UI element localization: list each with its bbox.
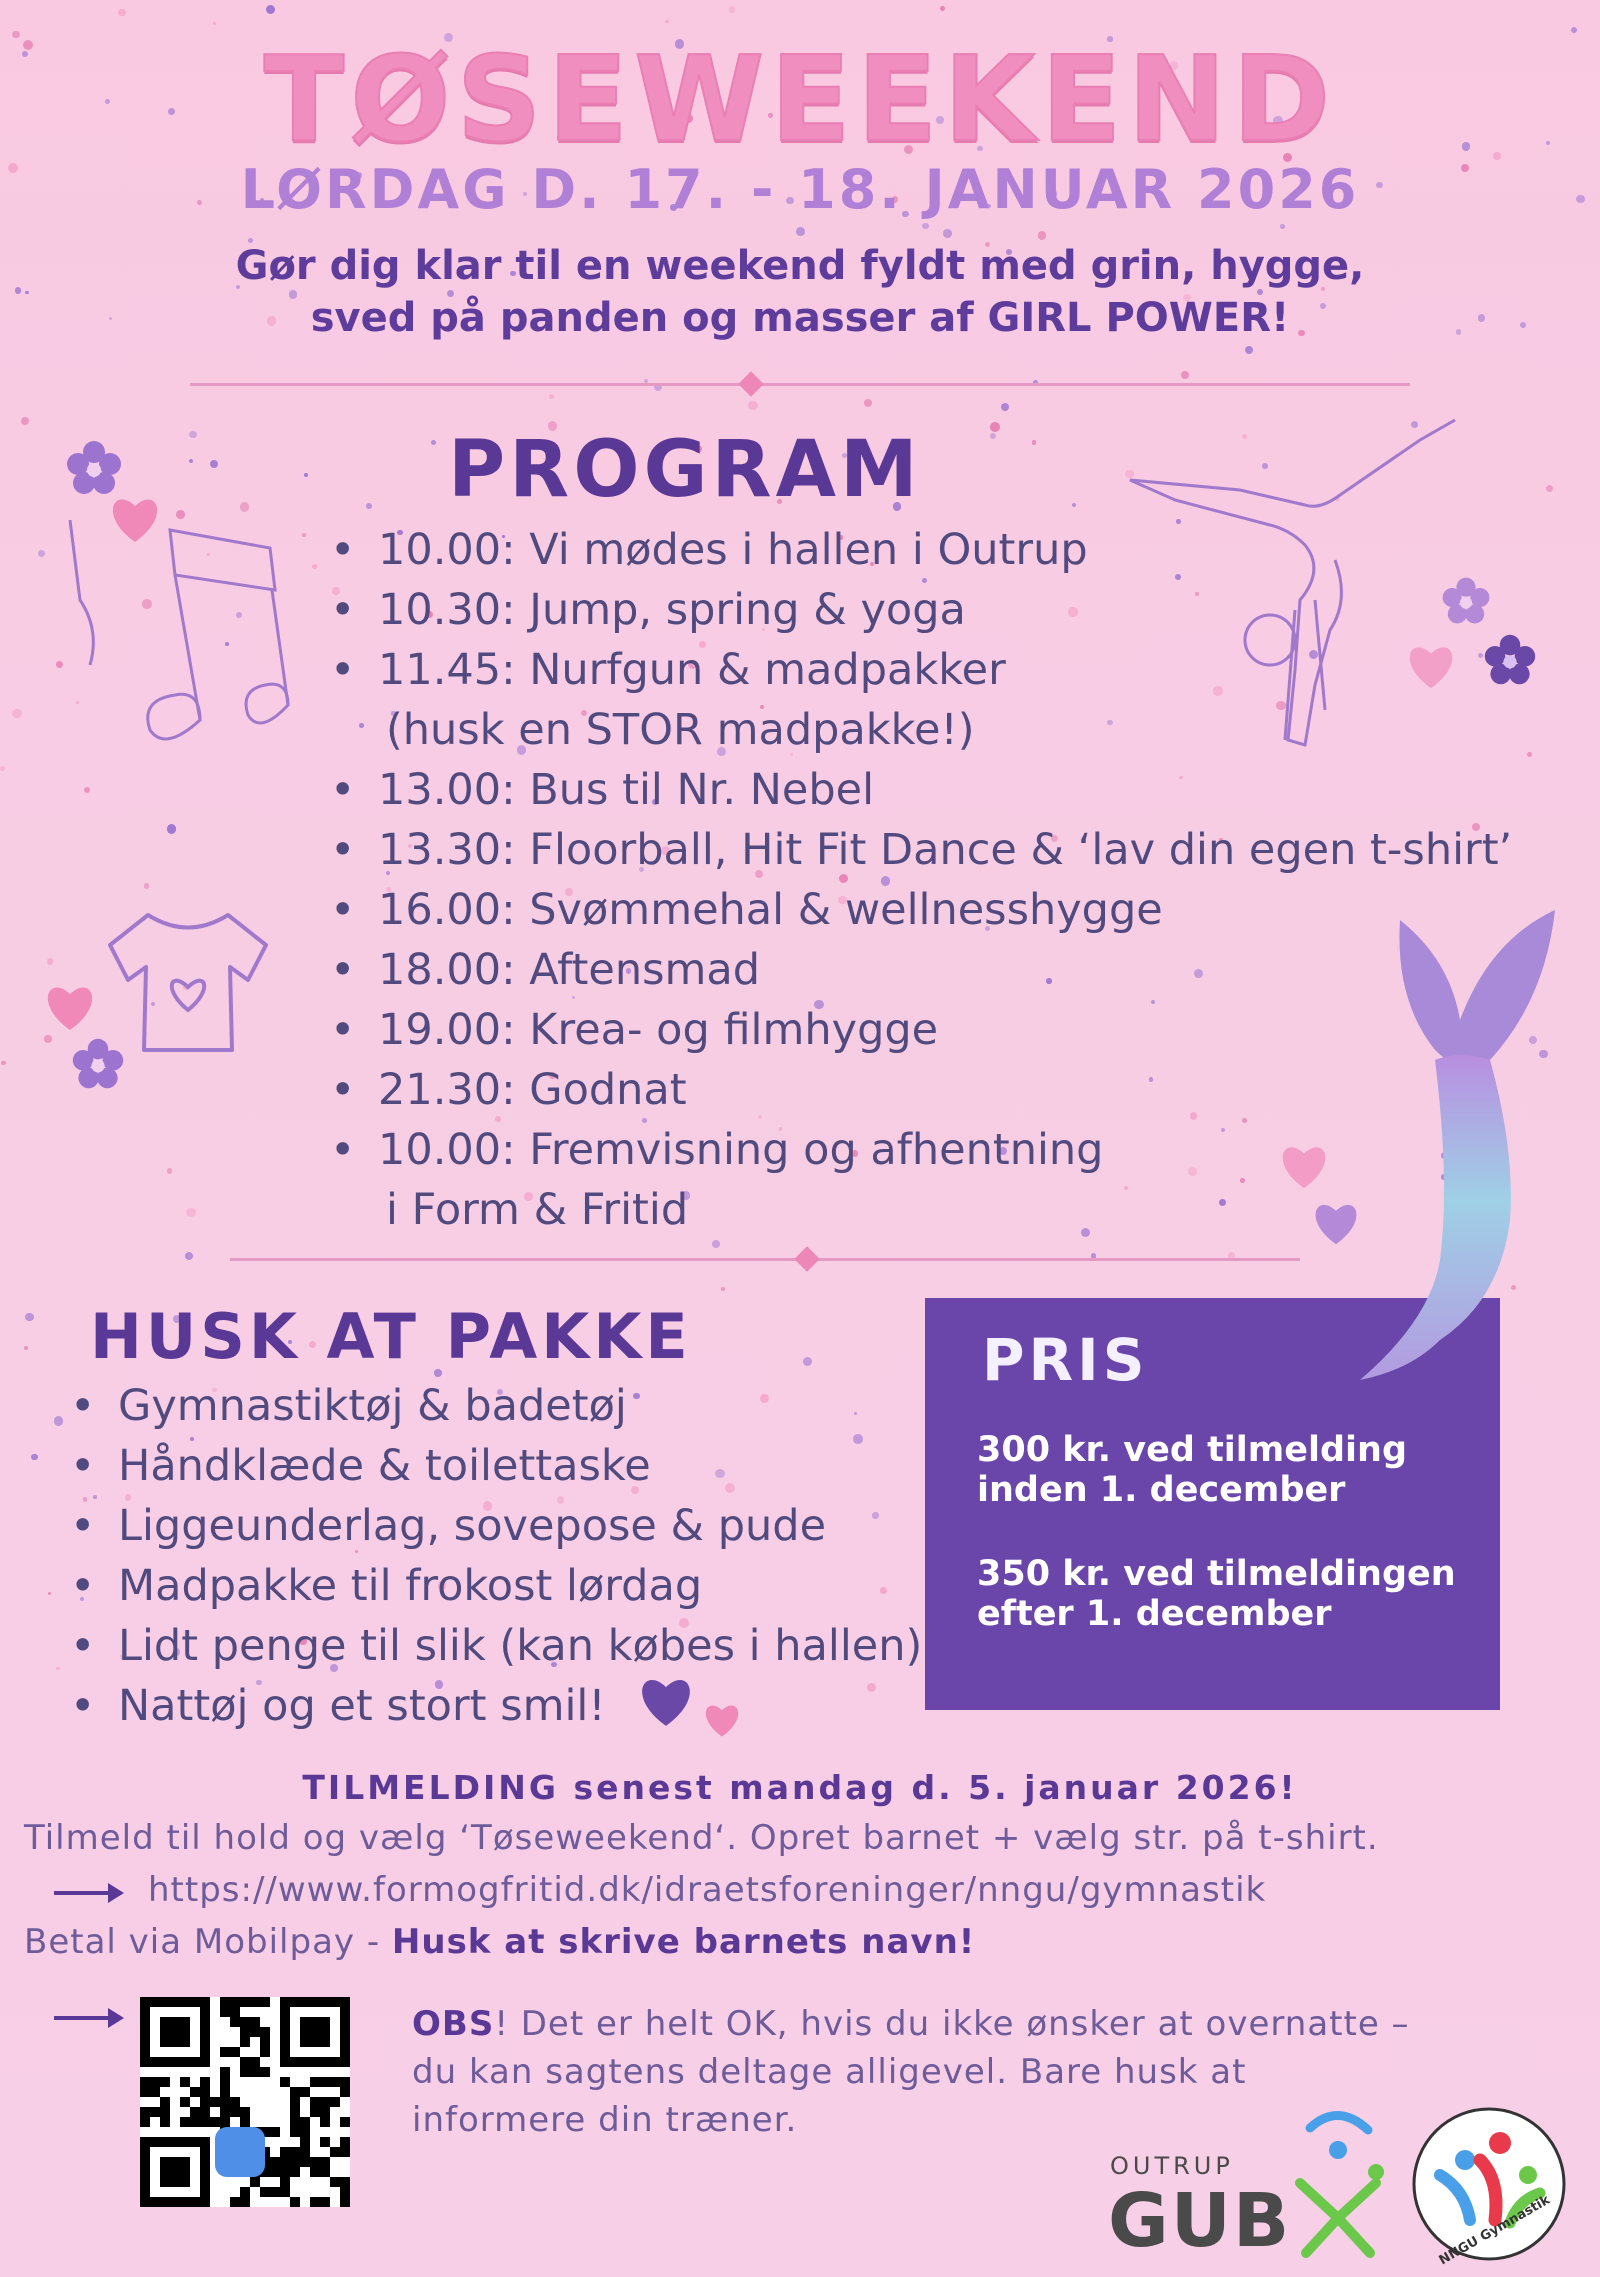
program-item: • 10.00: Vi mødes i hallen i Outrup [330, 520, 1560, 580]
program-item: • 21.30: Godnat [330, 1060, 1560, 1120]
pack-item: • Gymnastiktøj & badetøj [70, 1376, 950, 1436]
speckle-dot [44, 1035, 51, 1042]
speckle-dot [12, 709, 22, 719]
speckle-dot [1280, 224, 1285, 229]
obs-line-3: informere din træner. [412, 2100, 798, 2140]
flower-icon [70, 1036, 126, 1092]
speckle-dot [1038, 231, 1046, 239]
speckle-dot [189, 431, 196, 438]
registration-instructions: Tilmeld til hold og vælg ‘Tøseweekend‘. Opret barnet + vælg str. på t-shirt. [24, 1818, 1379, 1858]
intro-line-1: Gør dig klar til en weekend fyldt med grin, hygge, [235, 243, 1365, 289]
speckle-dot [25, 1313, 34, 1322]
qr-code[interactable] [140, 1997, 350, 2207]
payment-text [24, 1922, 975, 1962]
mermaid-tail-illustration [1340, 900, 1570, 1400]
speckle-dot [167, 824, 177, 834]
poster-title: TØSEWEEKEND [263, 30, 1337, 168]
flower-icon [1440, 575, 1492, 627]
program-item: • 11.45: Nurfgun & madpakker (husk en STOR madpakke!) [330, 640, 1560, 760]
speckle-dot [47, 958, 53, 964]
payment-reminder: Husk at skrive barnets navn! [391, 1922, 976, 1962]
registration-heading [0, 1768, 1600, 1807]
speckle-dot [864, 399, 872, 407]
registration-link[interactable]: https://www.formogfritid.dk/idraetsforeninger/nngu/gymnastik [148, 1870, 1267, 1910]
obs-label: OBS [412, 2004, 495, 2044]
speckle-dot [302, 533, 306, 537]
program-item: • 10.30: Jump, spring & yoga [330, 580, 1560, 640]
nngu-logo [1410, 2105, 1568, 2269]
speckle-dot [549, 394, 554, 399]
speckle-dot [366, 503, 371, 508]
speckle-dot [210, 460, 218, 468]
speckle-dot [56, 1667, 59, 1670]
heart-icon [1308, 1198, 1364, 1246]
speckle-dot [1245, 346, 1253, 354]
intro-line-2: sved på panden og masser af GIRL POWER! [310, 295, 1290, 341]
pack-item: • Nattøj og et stort smil! [70, 1676, 950, 1736]
program-item: • 16.00: Svømmehal & wellnesshygge [330, 880, 1560, 940]
speckle-dot [729, 6, 735, 12]
speckle-dot [48, 1592, 51, 1595]
speckle-dot [1546, 485, 1553, 492]
speckle-dot [31, 1454, 37, 1460]
speckle-dot [0, 766, 5, 771]
speckle-dot [38, 550, 45, 557]
program-item: • 13.00: Bus til Nr. Nebel [330, 760, 1560, 820]
pack-list [70, 1376, 950, 1736]
speckle-dot [922, 223, 929, 230]
speckle-dot [266, 5, 275, 14]
program-item: • 18.00: Aftensmad [330, 940, 1560, 1000]
arrow-right-icon [52, 1878, 124, 1912]
speckle-dot [118, 9, 126, 17]
gub-logo [1108, 2108, 1388, 2264]
divider-diamond [738, 371, 763, 396]
speckle-dot [712, 1240, 720, 1248]
registration-deadline: senest mandag d. 5. januar 2026! [559, 1768, 1298, 1807]
speckle-dot [84, 787, 91, 794]
speckle-dot [721, 1287, 725, 1291]
speckle-dot [1001, 403, 1009, 411]
registration-heading-bold: TILMELDING [302, 1768, 560, 1807]
nngu-logo-text: NNGU Gymnastik [1436, 2192, 1553, 2269]
heart-icon [700, 1700, 744, 1738]
speckle-dot [1, 1061, 5, 1065]
speckle-dot [189, 459, 194, 464]
speckle-dot [431, 440, 436, 445]
gymnast-illustration [1120, 410, 1460, 760]
pack-item: • Madpakke til frokost lørdag [70, 1556, 950, 1616]
speckle-dot [144, 883, 150, 889]
speckle-dot [54, 1416, 64, 1426]
price-heading: PRIS [982, 1326, 1149, 1394]
pack-item: • Håndklæde & toilettaske [70, 1436, 950, 1496]
flower-icon [1482, 632, 1538, 688]
pack-heading: HUSK AT PAKKE [90, 1300, 692, 1373]
speckle-dot [24, 1346, 28, 1350]
speckle-dot [213, 22, 217, 26]
price-early-line-1: 300 kr. ved tilmelding [977, 1430, 1408, 1470]
event-date: LØRDAG D. 17. - 18. JANUAR 2026 [240, 158, 1360, 221]
heart-icon [40, 980, 100, 1032]
speckle-dot [167, 1168, 172, 1173]
payment-prefix: Betal via Mobilpay - [24, 1922, 392, 1962]
price-late-line-2: efter 1. december [977, 1594, 1332, 1634]
arrow-right-icon [52, 2003, 124, 2037]
price-late-line-1: 350 kr. ved tilmeldingen [977, 1554, 1456, 1594]
obs-line-2: du kan sagtens deltage alligevel. Bare husk at [412, 2052, 1247, 2092]
speckle-dot [304, 473, 308, 477]
heart-icon [1402, 640, 1460, 690]
speckle-dot [665, 20, 669, 24]
divider-diamond [794, 1246, 819, 1271]
speckle-dot [940, 6, 945, 11]
speckle-dot [748, 401, 757, 410]
price-late [977, 1554, 1456, 1634]
gub-figure-icon [1288, 2108, 1388, 2258]
speckle-dot [312, 564, 317, 569]
intro-text [0, 240, 1600, 344]
heart-icon [106, 492, 164, 544]
obs-line-1-text: ! Det er helt OK, hvis du ikke ønsker at overnatte – [494, 2004, 1410, 2044]
music-note-icon [50, 490, 290, 750]
speckle-dot [796, 227, 805, 236]
speckle-dot [943, 229, 951, 237]
speckle-dot [990, 422, 1000, 432]
program-item: • 13.30: Floorball, Hit Fit Dance & ‘lav din egen t-shirt’ [330, 820, 1560, 880]
pack-item: • Lidt penge til slik (kan købes i hallen) [70, 1616, 950, 1676]
speckle-dot [185, 1252, 193, 1260]
price-early [977, 1430, 1407, 1510]
obs-line-1 [412, 2000, 1410, 2048]
divider-top [190, 383, 1410, 386]
speckle-dot [186, 1208, 195, 1217]
speckle-dot [990, 433, 996, 439]
speckle-dot [21, 417, 29, 425]
gub-logo-main-text: GUB [1108, 2178, 1292, 2264]
flower-icon [64, 438, 124, 498]
speckle-dot [1032, 440, 1036, 444]
program-item: • 10.00: Fremvisning og afhentning i Form & Fritid [330, 1120, 1560, 1240]
heart-icon [1275, 1140, 1333, 1190]
speckle-dot [1072, 503, 1076, 507]
price-early-line-2: inden 1. december [977, 1470, 1346, 1510]
tshirt-icon [108, 905, 268, 1055]
speckle-dot [1181, 371, 1189, 379]
program-item: • 19.00: Krea- og filmhygge [330, 1000, 1560, 1060]
speckle-dot [803, 1357, 812, 1366]
pack-item: • Liggeunderlag, sovepose & pude [70, 1496, 950, 1556]
divider-middle [230, 1258, 1300, 1261]
heart-icon [634, 1672, 698, 1728]
gub-logo-top-text: OUTRUP [1110, 2152, 1234, 2180]
program-heading: PROGRAM [448, 425, 922, 515]
